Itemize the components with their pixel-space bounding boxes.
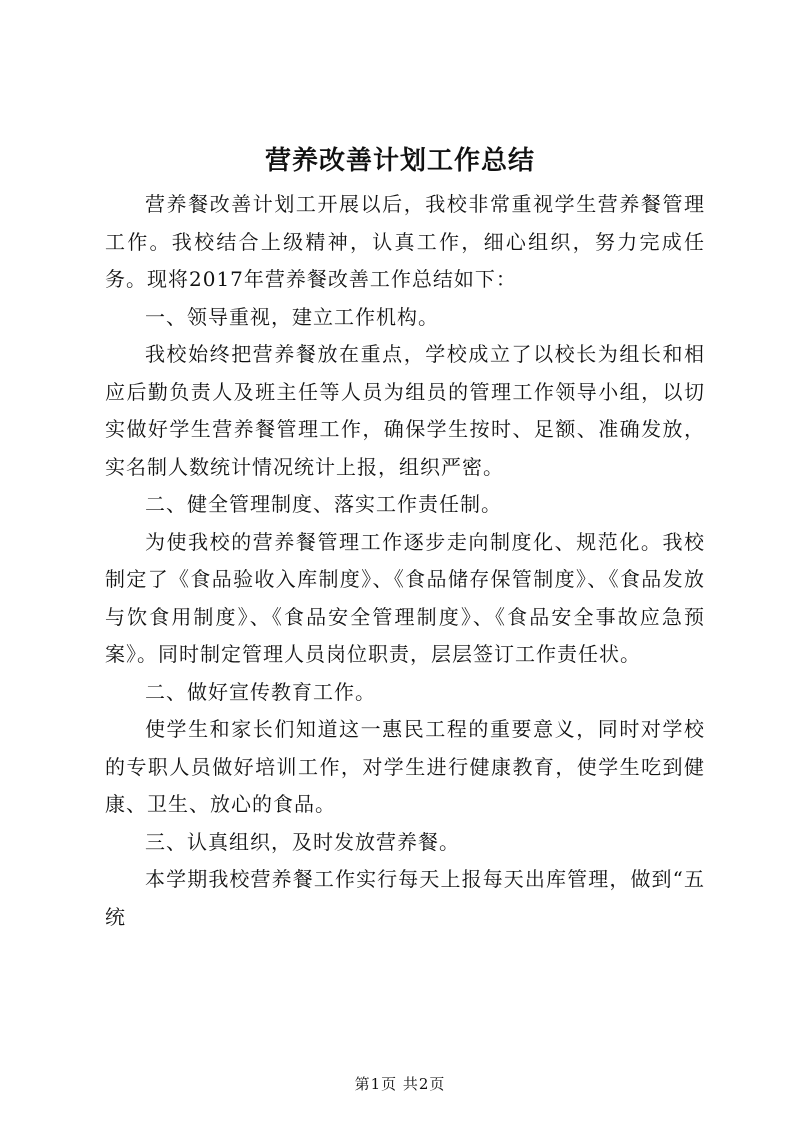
paragraph-section-4: 本学期我校营养餐工作实行每天上报每天出库管理，做到“五统 bbox=[105, 867, 705, 929]
document-body bbox=[105, 186, 705, 936]
heading-section-3: 二、做好宣传教育工作。 bbox=[145, 679, 376, 704]
heading-section-4: 三、认真组织，及时发放营养餐。 bbox=[145, 829, 460, 854]
heading-section-1: 一、领导重视，建立工作机构。 bbox=[145, 304, 439, 329]
paragraph-section-3: 使学生和家长们知道这一惠民工程的重要意义，同时对学校的专职人员做好培训工作，对学生进行健康教育，使学生吃到健康、卫生、放心的食品。 bbox=[105, 717, 705, 816]
paragraph-intro: 营养餐改善计划工开展以后，我校非常重视学生营养餐管理工作。我校结合上级精神，认真工作，细心组织，努力完成任务。现将2017年营养餐改善工作总结如下： bbox=[105, 192, 705, 291]
paragraph-section-2: 为使我校的营养餐管理工作逐步走向制度化、规范化。我校制定了《食品验收入库制度》、《食品储存保管制度》、《食品发放与饮食用制度》、《食品安全管理制度》、《食品安全事故应急预案》。同时制定管理人员岗位职责，层层签订工作责任状。 bbox=[105, 529, 705, 666]
paragraph-section-1: 我校始终把营养餐放在重点，学校成立了以校长为组长和相应后勤负责人及班主任等人员为组员的管理工作领导小组，以切实做好学生营养餐管理工作，确保学生按时、足额、准确发放，实名制人数统计情况统计上报，组织严密。 bbox=[105, 342, 705, 479]
page-footer: 第1页 共2页 bbox=[354, 1075, 446, 1093]
heading-section-2: 二、健全管理制度、落实工作责任制。 bbox=[145, 492, 502, 516]
document-title: 营养改善计划工作总结 bbox=[264, 146, 535, 176]
